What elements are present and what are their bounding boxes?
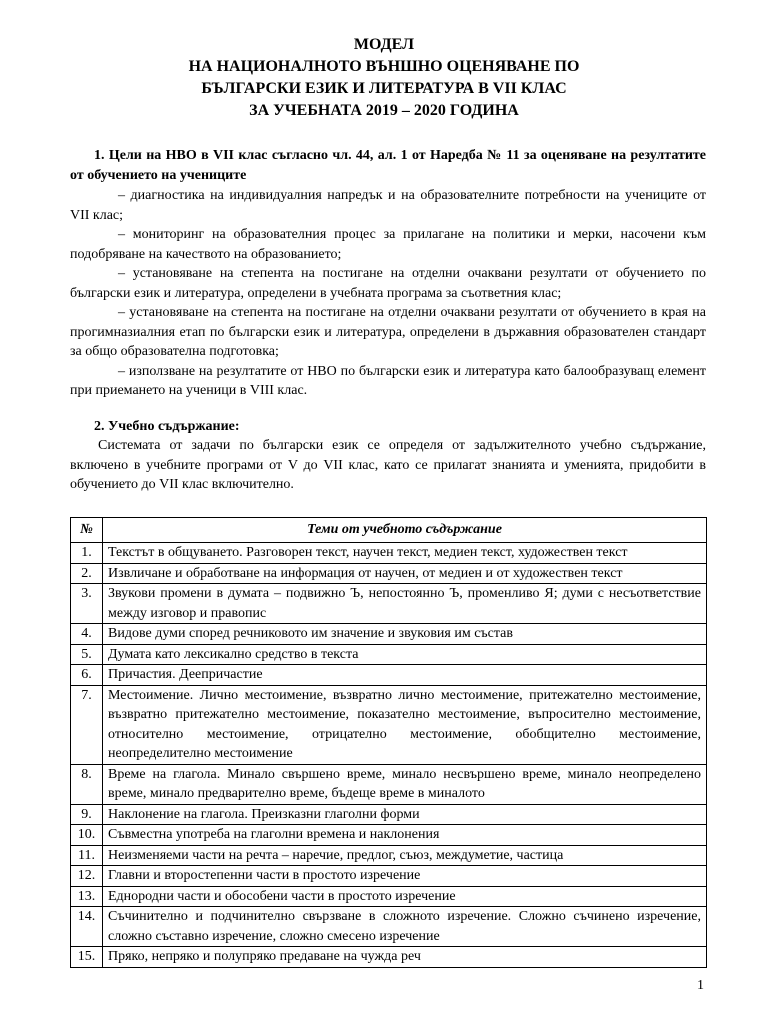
table-row — [71, 644, 707, 665]
table-row — [71, 584, 707, 624]
table-row — [71, 866, 707, 887]
table-row — [71, 907, 707, 947]
row-topic: Текстът в общуването. Разговорен текст, научен текст, медиен текст, художествен текст — [103, 543, 707, 564]
row-number: 9. — [71, 804, 103, 825]
table-row — [71, 886, 707, 907]
row-number: 6. — [71, 665, 103, 686]
table-body — [71, 543, 707, 968]
row-number: 8. — [71, 764, 103, 804]
table-row — [71, 804, 707, 825]
table-row — [71, 685, 707, 764]
table-row — [71, 624, 707, 645]
title-line-1: МОДЕЛ — [353, 36, 415, 53]
table-row — [71, 563, 707, 584]
row-topic: Неизменяеми части на речта – наречие, предлог, съюз, междуметие, частица — [103, 845, 707, 866]
section-2-body — [70, 436, 706, 495]
table-row — [71, 543, 707, 564]
row-number: 7. — [71, 685, 103, 764]
table-row — [71, 947, 707, 968]
row-number: 15. — [71, 947, 103, 968]
row-number: 5. — [71, 644, 103, 665]
row-topic: Еднородни части и обособени части в простото изречение — [103, 886, 707, 907]
goal-item: – диагностика на индивидуалния напредък и на образователните потребности на учениците от VII клас; — [70, 188, 706, 223]
goal-item: – използване на резултатите от НВО по български език и литература като балообразуващ елемент при приемането на ученици в VIII клас. — [70, 363, 706, 398]
goals-list — [70, 186, 706, 401]
title-line-4: ЗА УЧЕБНАТА 2019 – 2020 ГОДИНА — [249, 102, 519, 119]
row-number: 14. — [71, 907, 103, 947]
row-number: 11. — [71, 845, 103, 866]
row-topic: Наклонение на глагола. Преизказни глаголни форми — [103, 804, 707, 825]
row-topic: Думата като лексикално средство в текста — [103, 644, 707, 665]
row-number: 12. — [71, 866, 103, 887]
section-2-paragraph: Системата от задачи по български език се определя от задължителното учебно съдържание, включено в учебните програми от V до VII клас, като се прилагат знанията и уменията, придобити в обучението до VII клас включително. — [70, 438, 706, 492]
table-header-row — [71, 518, 707, 543]
row-number: 1. — [71, 543, 103, 564]
row-topic: Звукови промени в думата – подвижно Ъ, непостоянно Ъ, променливо Я; думи с несъответствие между изговор и правопис — [103, 584, 707, 624]
section-1-heading: 1. Цели на НВО в VII клас съгласно чл. 44, ал. 1 от Наредба № 11 за оценяване на резултатите от обучението на учениците — [70, 148, 706, 183]
row-topic: Извличане и обработване на информация от научен, от медиен и от художествен текст — [103, 563, 707, 584]
document-title — [60, 34, 708, 122]
section-2-heading: 2. Учебно съдържание: — [94, 419, 240, 434]
row-topic: Главни и второстепенни части в простото изречение — [103, 866, 707, 887]
goal-item: – мониторинг на образователния процес за прилагане на политики и мерки, насочени към подобряване на качеството на образованието; — [70, 227, 706, 262]
row-topic: Време на глагола. Минало свършено време, минало несвършено време, минало неопределено време, минало предварително време, бъдеще време в миналото — [103, 764, 707, 804]
row-number: 2. — [71, 563, 103, 584]
row-number: 13. — [71, 886, 103, 907]
table-row — [71, 845, 707, 866]
row-topic: Видове думи според речниковото им значение и звуковия им състав — [103, 624, 707, 645]
row-topic: Пряко, непряко и полупряко предаване на чужда реч — [103, 947, 707, 968]
row-number: 3. — [71, 584, 103, 624]
row-number: 10. — [71, 825, 103, 846]
title-line-3: БЪЛГАРСКИ ЕЗИК И ЛИТЕРАТУРА В VII КЛАС — [201, 80, 567, 97]
row-topic: Причастия. Деепричастие — [103, 665, 707, 686]
row-topic: Съвместна употреба на глаголни времена и наклонения — [103, 825, 707, 846]
row-topic: Местоимение. Лично местоимение, възвратно лично местоимение, притежателно местоимение, възвратно притежателно местоимение, показателно местоимение, въпросително местоимение, относително местоимение, отрицателно местоимение, обобщително местоимение, неопределително местоимение — [103, 685, 707, 764]
page-number: 1 — [697, 978, 704, 993]
row-number: 4. — [71, 624, 103, 645]
header-number: № — [71, 518, 103, 543]
title-line-2: НА НАЦИОНАЛНОТО ВЪНШНО ОЦЕНЯВАНЕ ПО — [188, 58, 580, 75]
goal-item: – установяване на степента на постигане на отделни очаквани резултати от обучението по български език и литература, определени в учебната програма за съответния клас; — [70, 266, 706, 301]
header-topic: Теми от учебното съдържание — [103, 518, 707, 543]
table-row — [71, 665, 707, 686]
topics-table — [70, 517, 707, 968]
table-row — [71, 825, 707, 846]
row-topic: Съчинително и подчинително свързване в сложното изречение. Сложно съчинено изречение, сложно съставно изречение, сложно смесено изречение — [103, 907, 707, 947]
goal-item: – установяване на степента на постигане на отделни очаквани резултати от обучението в края на прогимназиалния етап по български език и литература, определени в държавния образователен стандарт за общо образователна подготовка; — [70, 305, 706, 359]
table-row — [71, 764, 707, 804]
